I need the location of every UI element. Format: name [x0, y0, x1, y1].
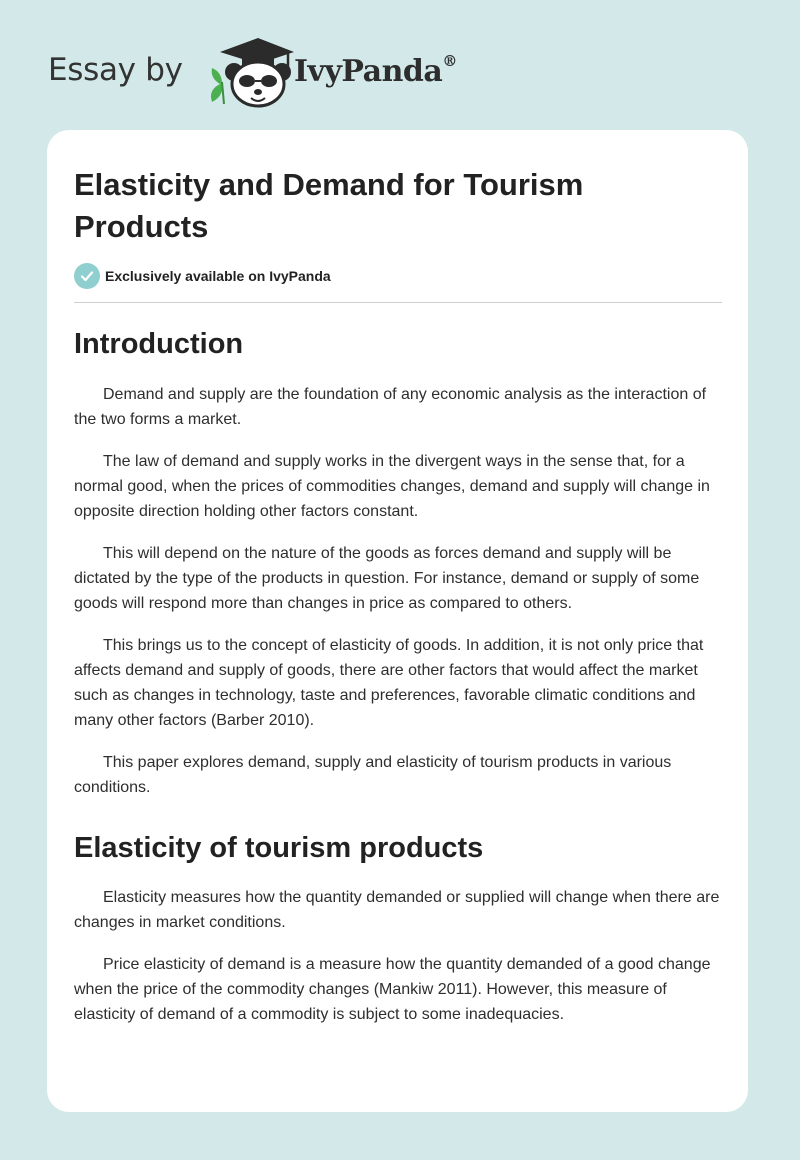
paragraph: This brings us to the concept of elasticity of goods. In addition, it is not only price that affects demand and supply of goods, there are other factors that would affect the market such as changes in technology, taste and preferences, favorable climatic conditions and many other factors (Barber 2010). [74, 637, 704, 729]
paragraph: The law of demand and supply works in the divergent ways in the sense that, for a normal good, when the prices of commodities changes, demand and supply will change in opposite direction holding other factors constant. [74, 453, 710, 520]
section-heading-introduction: Introduction [74, 328, 244, 360]
site-header [48, 34, 748, 114]
essay-by-label: Essay by [48, 52, 183, 88]
paragraph: Price elasticity of demand is a measure how the quantity demanded of a good change when the price of the commodity changes (Mankiw 2011). However, this measure of elasticity of demand of a commodity is subject to some inadequacies. [74, 956, 711, 1023]
paragraph: Elasticity measures how the quantity demanded or supplied will change when there are changes in market conditions. [74, 889, 720, 931]
section-heading-elasticity: Elasticity of tourism products [74, 832, 484, 864]
badge-text: Exclusively available on IvyPanda [105, 268, 331, 284]
paragraph: This paper explores demand, supply and elasticity of tourism products in various conditions. [74, 754, 672, 796]
panda-logo-icon [202, 34, 296, 110]
check-icon [74, 263, 100, 289]
divider [74, 302, 722, 303]
paragraph: Demand and supply are the foundation of any economic analysis as the interaction of the two forms a market. [74, 386, 707, 428]
brand-name: IvyPanda® [294, 52, 457, 89]
essay-content [74, 326, 722, 1044]
exclusive-badge [74, 263, 331, 289]
page-title: Elasticity and Demand for Tourism Products [74, 167, 584, 244]
paragraph: This will depend on the nature of the goods as forces demand and supply will be dictated by the type of the products in question. For instance, demand or supply of some goods will respond more than changes in price as compared to others. [74, 545, 700, 612]
essay-card [47, 130, 748, 1112]
